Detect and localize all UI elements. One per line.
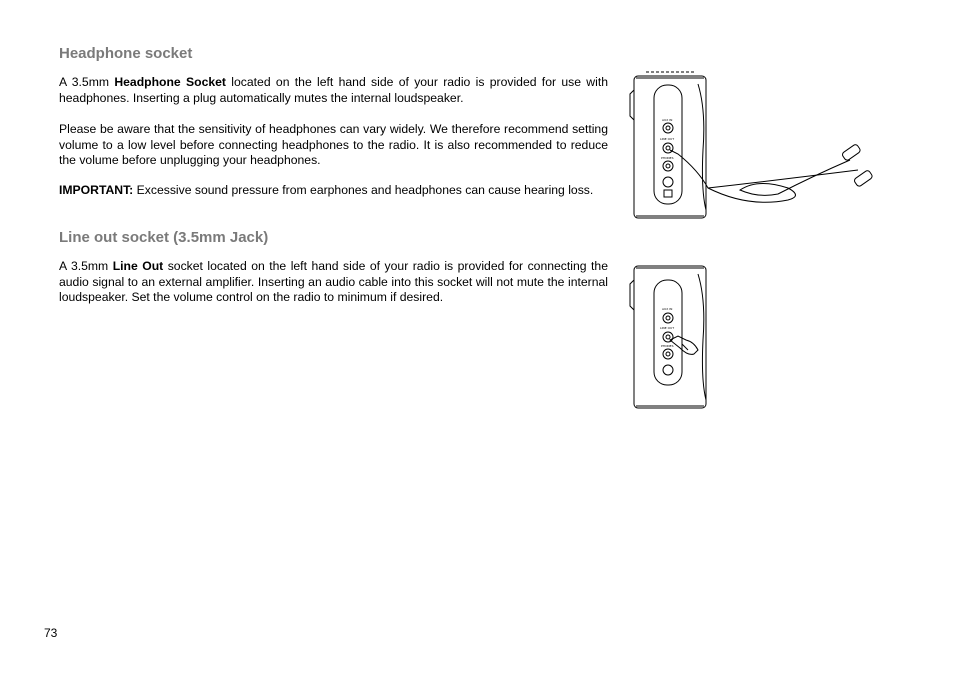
text-span: socket located on the left hand side of your radio is provided for connecting the audio signal to an external amplifier. Inserting an audio cable into this socket will not mute the internal loudspeaker. Set the volume control on the radio to minimum if desired. bbox=[59, 259, 608, 305]
svg-text:AUX IN: AUX IN bbox=[662, 118, 673, 122]
important-paragraph bbox=[59, 183, 608, 199]
radio-line-out-illustration bbox=[628, 260, 718, 412]
important-label: IMPORTANT: bbox=[59, 183, 134, 197]
text-span: located on the left hand side of your radio is provided for use with headphones. Inserting a plug automatically mutes the internal loudspeaker. bbox=[59, 75, 608, 105]
line-out-paragraph bbox=[59, 259, 608, 306]
text-span: Excessive sound pressure from earphones and headphones can cause hearing loss. bbox=[133, 183, 594, 197]
svg-text:LINE OUT: LINE OUT bbox=[660, 326, 675, 330]
text-span: A 3.5mm bbox=[59, 259, 113, 273]
headphone-socket-paragraph bbox=[59, 75, 608, 106]
sensitivity-paragraph: Please be aware that the sensitivity of headphones can vary widely. We therefore recommend setting volume to a low level before connecting headphones to the radio. It is also recommended to reduce the volume before unplugging your headphones. bbox=[59, 122, 608, 168]
bold-term: Headphone Socket bbox=[114, 75, 226, 89]
bold-term: Line Out bbox=[112, 259, 164, 273]
line-out-heading: Line out socket (3.5mm Jack) bbox=[59, 229, 269, 246]
headphone-socket-heading: Headphone socket bbox=[59, 45, 193, 62]
text-span: A 3.5mm bbox=[59, 75, 115, 89]
page-number: 73 bbox=[44, 626, 58, 640]
svg-text:AUX IN: AUX IN bbox=[662, 307, 673, 311]
svg-text:PHONES: PHONES bbox=[661, 344, 674, 348]
svg-text:PHONES: PHONES bbox=[661, 156, 674, 160]
svg-text:LINE OUT: LINE OUT bbox=[660, 137, 675, 141]
radio-headphones-illustration bbox=[628, 70, 878, 222]
